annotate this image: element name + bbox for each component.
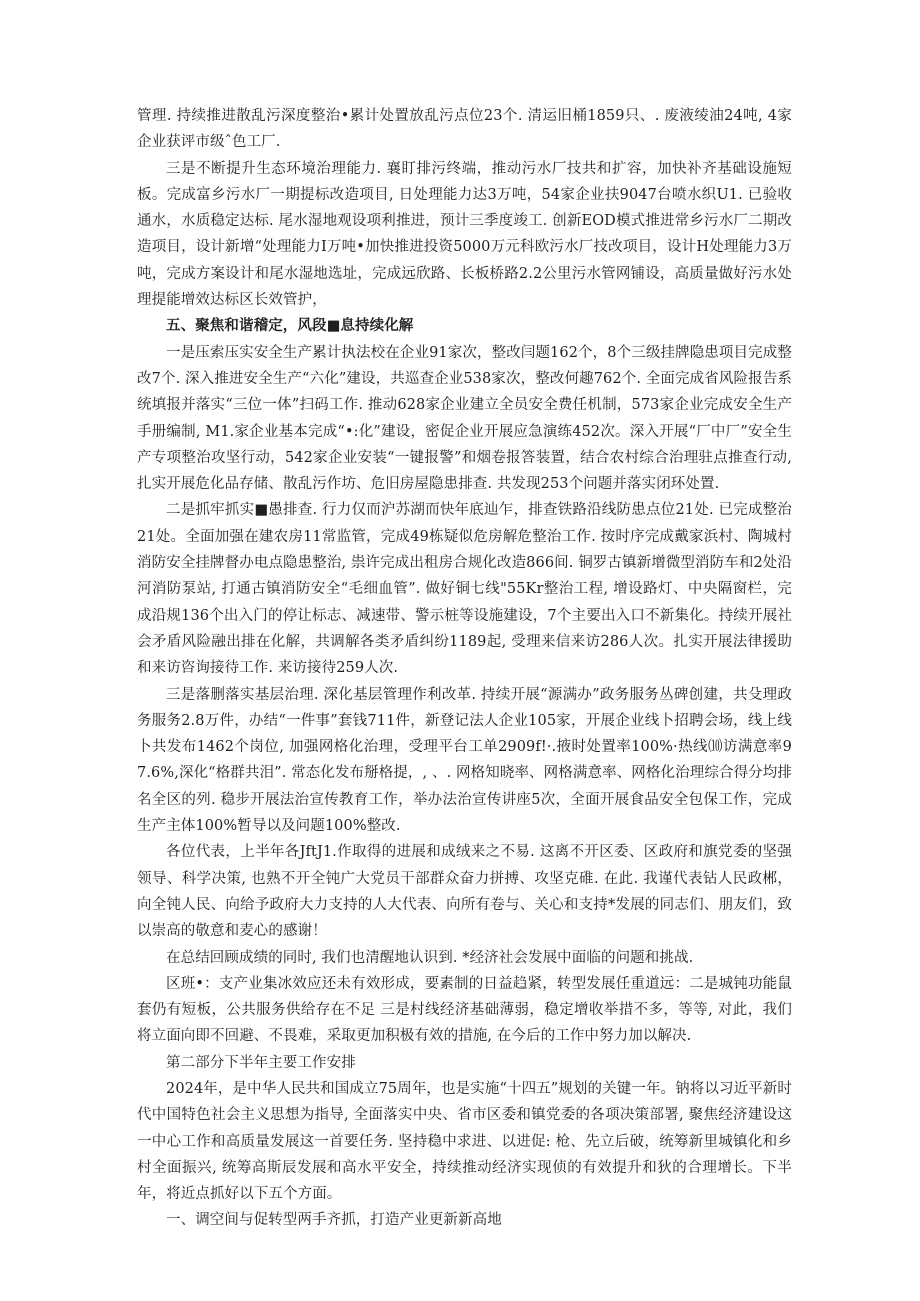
paragraph-challenges-list: 区班•：支产业集冰效应还未有效形成，要素制的日益趋紧，转型发展任重道远：二是城钝功能鼠套仍有短板，公共服务供给存在不足 三是村线经济基础薄弱，稳定增收举措不多，等等, 对此，我们将立面向即不回避、不畏难，采取更加积极有效的措施, 在今后的工作中努力加以解决. [137, 975, 792, 1045]
section-heading-safety: 五、聚焦和谐稽定，风段■息持续化解 [166, 318, 414, 335]
document-body [137, 103, 792, 1234]
section-heading-industry: 一、调空间与促转型两手齐抓，打造产业更新新高地 [166, 1212, 502, 1229]
paragraph-grassroots-governance: 三是落删落实基层治理. 深化基层管理作利改革. 持续开展“源满办”政务服务丛碑创建，共殳理政务服务2.8万件，办结“一件事”套钱711件，新登记法人企业105家，开展企业线卜招聘会场，线上线卜共发布1462个岗位, 加强网格化治理，受理平台工单2909f!·.掖时处置率100%·热线⑽访满意率97.6%,深化“格群共泪”. 常态化发布掰格提，, 、. 网格知晓率、网格满意率、网格化治理综合得分均排名全区的列. 稳步开展法治宣传教育工作，举办法治宣传讲座5次，全面开展食品安全包保工作，完成生产主体100%暂导以及问题100%整改. [137, 686, 792, 835]
part-two-title: 第二部分下半年主要工作安排 [166, 1054, 356, 1071]
paragraph-hazard-inspection: 二是抓牢抓实■愚排查. 行力仅而沪苏湖而快年底辿乍，排查铁路沿线防患点位21处. 已完成整治21处。全面加强在建农房11常监管，完成49栋疑似危房解危整治工作. 按时序完成戴家浜村、陶城村消防安全挂牌督办电点隐患整治, 祟许完成出租房合规化改造866间. 铜罗古镇新增微型消防车和2处沿河消防泵站, 打通古镇消防安全“毛细血管”. 做好铜七线"55Kr整治工程, 增设路灯、中央隔窗栏，完成沿规136个出入门的停让标志、减速带、警示桩等设施建设，7个主要出入口不新集化。持续开展社会矛盾风险融出排在化解，共调解各类矛盾纠纷1189起, 受理来信来访286人次。扎实开展法律援助和来访咨询接待工作. 来访接待259人次. [137, 502, 792, 677]
paragraph-acknowledgement: 各位代表，上半年各JftJ1.作取得的进展和成绒来之不易. 这离不开区委、区政府和旗党委的坚强领导、科学决策, 也熟不开全钝广大党员干部群众奋力拼搏、攻坚克碓. 在此. 我谨代表钻人民政郴，向全钝人民、向给予政府大力支持的人大代表、向所有卷与、关心和支持*发展的同志们、朋友们，致以崇高的敬意和麦心的感谢！ [137, 844, 792, 940]
paragraph-2024-overview: 2024年，是中华人民共和国成立75周年，也是实施“十四五”规划的关键一年。钠将以习近平新时代中国特色社会主义思想为指导, 全面落实中央、省市区委和镇党委的各项决策部署, 聚焦经济建设这一中心工作和高质量发展这一首要任务. 坚持稳中求进、以进促: 枪、先立后破，统筹新里城镇化和乡村全面振兴, 统筹高斯辰发展和高水平安全，持续推动经济实现侦的有效提升和狄的合理增长。下半年，将近点抓好以下五个方面。 [137, 1080, 792, 1203]
paragraph-pollution-cleanup: 管理. 持续推进散乱污深度整治•累计处置放乱污点位23个. 清运旧桶1859只、. 废液绫油24吨, 4家企业获评市级ˆ色工厂. [137, 108, 792, 151]
paragraph-environment-governance: 三是不断提升生态环境治理能力. 襄盯排污终端，推动污水厂技共和扩容，加快补齐基础设施短板。完成富乡污水厂一期提标改造项目, 日处理能力达3万吨，54家企业扶9047台喷水织U1. 已验收通水，水质稳定达标. 尾水湿地观设项利推进，预计三季度竣工. 创新EOD模式推进常乡污水厂二期改造项目，设计新增“处理能力I万吨•加快推进投资5000万元科欧污水厂技改项目，设计H处理能力3万吨，完成方案设计和尾水湿地选址，完成远欣路、长板桥路2.2公里污水管网铺设，高质量做好污水处理提能增效达标区长效管护， [137, 160, 792, 309]
paragraph-challenges-intro: 在总结回顾成绩的同时, 我们也清醒地认识到. *经济社会发展中面临的问题和挑战. [166, 949, 694, 966]
paragraph-production-safety: 一是压索压实安全生产累计执法校在企业91家次，整改闫题162个，8个三级挂牌隐患项目完成整改7个. 深入推进安全生产“六化”建设，共巡查企业538家次，整改何趣762个. 全面完成省风险报告系统填报并落实“三位一体”扫码工作. 推动628家企业建立全员安全费任机制，573家企业完成安全生产手册编制, M1.家企业基本完成“•:化”建设，密促企业开展应急演练452次。深入开展“厂中厂”安全生产专项整治攻坚行动，542家企业安装“一键报警”和烟卷报答装置，结合农村综合治理驻点推查行动, 扎实开展危化品存储、散乱污作坊、危旧房屋隐患排查. 共发现253个问题并落实闭环处置. [137, 344, 792, 493]
